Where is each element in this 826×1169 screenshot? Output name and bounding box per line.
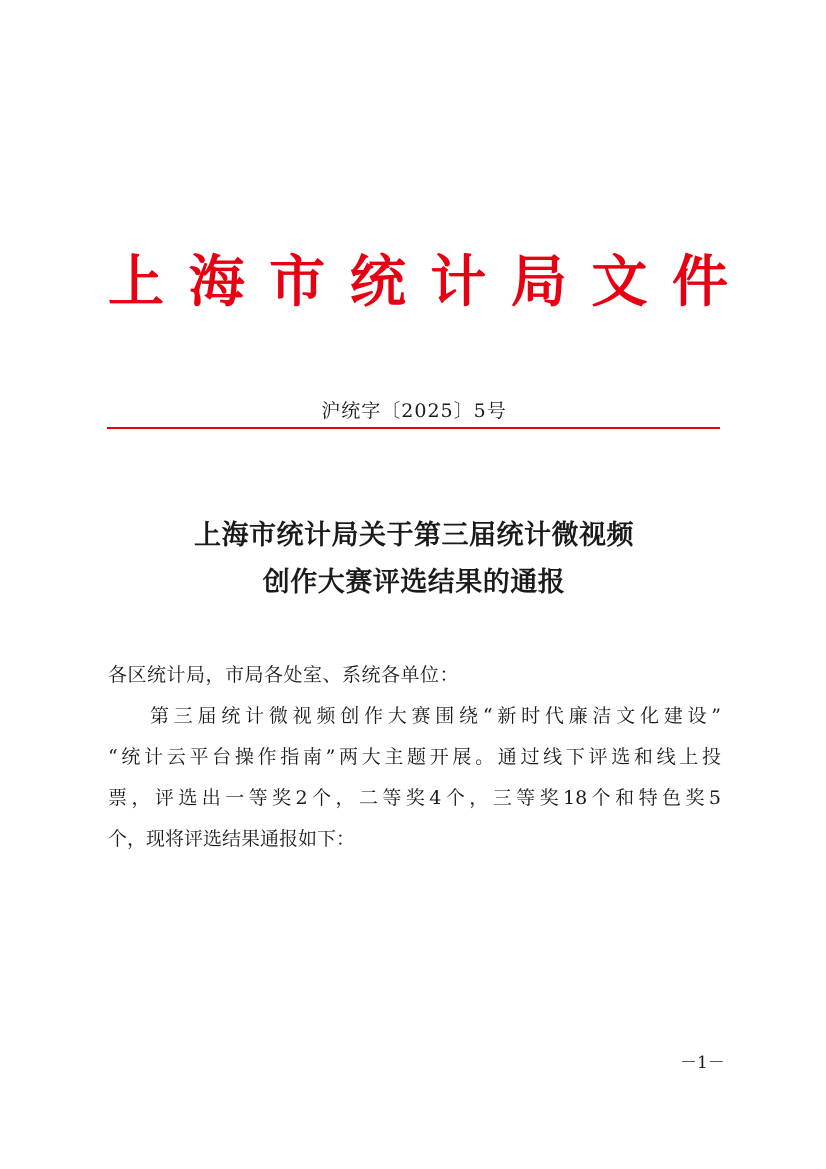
notice-title-line-1: 上海市统计局关于第三届统计微视频 — [194, 520, 634, 551]
page-number: －1－ — [680, 1053, 725, 1073]
red-divider-line — [107, 427, 720, 429]
notice-title-line-2: 创作大赛评选结果的通报 — [262, 567, 566, 598]
salutation: 各区统计局，市局各处室、系统各单位： — [108, 664, 460, 686]
paragraph-line: 第三届统计微视频创作大赛围绕“新时代廉洁文化建设” — [150, 705, 721, 727]
paragraph-line: “统计云平台操作指南”两大主题开展。通过线下评选和线上投 — [108, 746, 721, 768]
paragraph-line: 个，现将评选结果通报如下： — [108, 828, 356, 850]
document-number: 沪统字〔2025〕5号 — [321, 400, 507, 422]
paragraph-line: 票，评选出一等奖2个，二等奖4个，三等奖18个和特色奖5 — [108, 787, 721, 809]
agency-document-header: 上海市统计局文件 — [108, 249, 728, 315]
